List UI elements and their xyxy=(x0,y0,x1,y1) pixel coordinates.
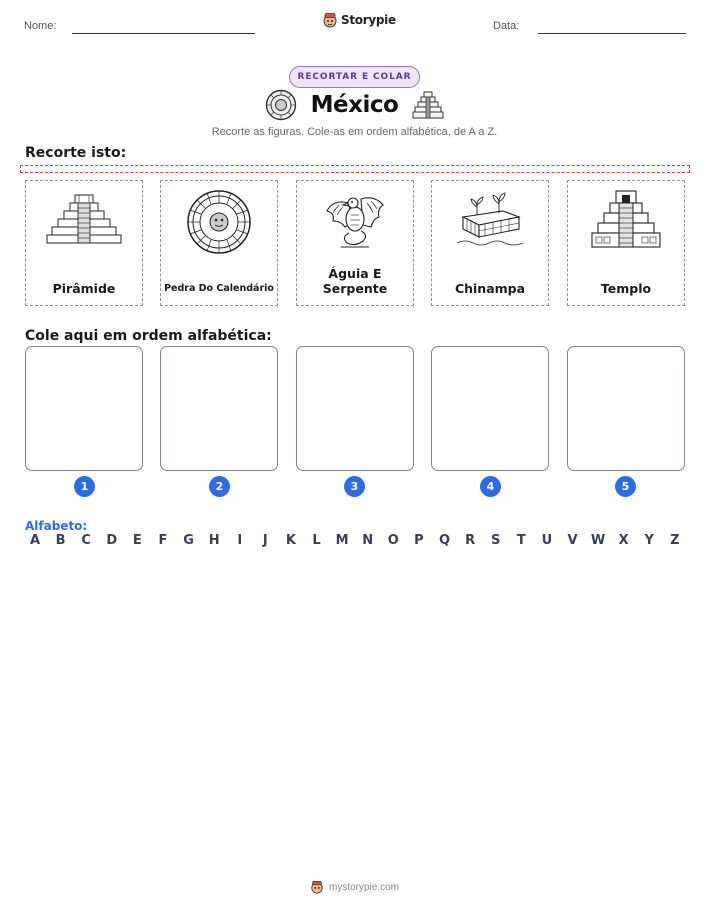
pyramid-small-icon xyxy=(412,89,444,121)
alphabet-label: Alfabeto: xyxy=(25,519,88,533)
number-badge-5: 5 xyxy=(615,476,636,497)
alphabet-letter: F xyxy=(158,533,168,548)
cut-card-chinampa[interactable] xyxy=(431,180,549,306)
alphabet-letter: B xyxy=(55,533,66,548)
alphabet-letter: C xyxy=(81,533,91,548)
cut-card-label: Templo xyxy=(600,281,652,296)
cut-card-eagle-serpent[interactable] xyxy=(296,180,414,306)
storypie-mascot-icon xyxy=(322,12,338,28)
paste-box-2[interactable] xyxy=(160,346,278,471)
instructions: Recorte as figuras. Cole-as em ordem alfabética, de A a Z. xyxy=(211,126,498,138)
cut-card-calendar-stone[interactable] xyxy=(160,180,278,306)
paste-box-3[interactable] xyxy=(296,346,414,471)
alphabet-letter: N xyxy=(362,533,374,548)
number-badge-2: 2 xyxy=(209,476,230,497)
alphabet-letter: S xyxy=(491,533,501,548)
alphabet-letter: E xyxy=(132,533,142,548)
number-badge-4: 4 xyxy=(480,476,501,497)
footer xyxy=(0,880,709,894)
footer-url[interactable]: mystorypie.com xyxy=(328,881,399,893)
activity-badge: RECORTAR E COLAR xyxy=(289,66,420,88)
alphabet-letter: I xyxy=(237,533,243,548)
alphabet-letter: Q xyxy=(438,533,451,548)
paste-box-4[interactable] xyxy=(431,346,549,471)
date-line[interactable] xyxy=(538,33,686,34)
alphabet-letter: K xyxy=(285,533,296,548)
alphabet-letter: V xyxy=(567,533,578,548)
cut-card-pyramid[interactable] xyxy=(25,180,143,306)
calendar-stone-small-icon xyxy=(265,89,297,121)
name-line[interactable] xyxy=(72,33,255,34)
cut-card-label: Chinampa xyxy=(454,281,526,296)
alphabet-letter: L xyxy=(312,533,321,548)
title-row xyxy=(0,89,709,121)
chinampa-icon xyxy=(457,189,523,249)
alphabet-letter: T xyxy=(516,533,526,548)
alphabet-letter: R xyxy=(465,533,476,548)
eagle-serpent-icon xyxy=(323,189,387,253)
paste-box-5[interactable] xyxy=(567,346,685,471)
brand-name: Storypie xyxy=(341,13,396,27)
alphabet-letter: U xyxy=(541,533,553,548)
cut-card-label: Pirâmide xyxy=(52,281,116,296)
calendar-stone-icon xyxy=(186,189,252,255)
temple-icon xyxy=(590,189,662,253)
cut-line xyxy=(20,165,690,173)
number-badge-1: 1 xyxy=(74,476,95,497)
storypie-mascot-icon xyxy=(310,880,324,894)
alphabet-letter: W xyxy=(590,533,606,548)
alphabet-letter: G xyxy=(183,533,194,548)
alphabet-letter: M xyxy=(335,533,349,548)
cut-card-label: Pedra Do Calendário xyxy=(164,283,274,294)
alphabet-letter: O xyxy=(387,533,399,548)
alphabet-letter: Y xyxy=(644,533,654,548)
cut-section-label: Recorte isto: xyxy=(25,145,127,161)
alphabet-letter: P xyxy=(414,533,424,548)
alphabet-letter: Z xyxy=(670,533,680,548)
paste-section-label: Cole aqui em ordem alfabética: xyxy=(25,328,272,344)
paste-box-1[interactable] xyxy=(25,346,143,471)
alphabet-letter: A xyxy=(29,533,41,548)
alphabet-letter: D xyxy=(106,533,118,548)
cut-card-temple[interactable] xyxy=(567,180,685,306)
date-label: Data: xyxy=(493,20,520,32)
alphabet-letter: H xyxy=(208,533,220,548)
alphabet-letter: J xyxy=(262,533,268,548)
pyramid-icon xyxy=(46,189,122,249)
alphabet-letter: X xyxy=(618,533,629,548)
cut-card-label: Águia E Serpente xyxy=(322,266,388,296)
number-badge-3: 3 xyxy=(344,476,365,497)
brand-logo xyxy=(322,12,396,28)
name-label: Nome: xyxy=(24,20,57,32)
alphabet-row xyxy=(25,533,685,548)
page-title: México xyxy=(310,92,399,118)
